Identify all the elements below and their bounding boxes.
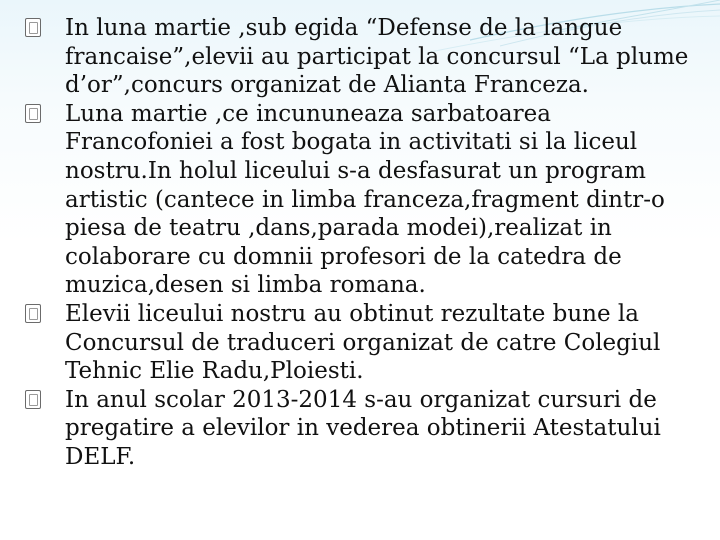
bullet-text-1: In luna martie ,sub egida “Defense de la langue francaise”,elevii au participat la concursul “La plume d’or”,concurs organizat de Alianta Franceza.: [65, 15, 689, 99]
bullet-list: [22, 14, 702, 472]
bullet-item-4: [22, 386, 702, 472]
bullet-item-3: [22, 300, 702, 386]
bullet-item-2: [22, 100, 702, 300]
missing-glyph-icon: [25, 390, 41, 409]
missing-glyph-icon: [25, 104, 41, 123]
missing-glyph-icon: [25, 18, 41, 37]
missing-glyph-icon: [25, 304, 41, 323]
bullet-text-2: Luna martie ,ce incununeaza sarbatoarea Francofoniei a fost bogata in activitati si la liceul nostru.In holul liceului s-a desfasurat un program artistic (cantece in limba franceza,fragment dintr-o piesa de teatru ,dans,parada modei),realizat in colaborare cu domnii profesori de la catedra de muzica,desen si limba romana.: [65, 100, 665, 299]
bullet-text-4: In anul scolar 2013-2014 s-au organizat cursuri de pregatire a elevilor in vederea obtinerii Atestatului DELF.: [65, 386, 661, 470]
bullet-item-1: [22, 14, 702, 100]
bullet-text-3: Elevii liceului nostru au obtinut rezultate bune la Concursul de traduceri organizat de catre Colegiul Tehnic Elie Radu,Ploiesti.: [65, 300, 661, 385]
